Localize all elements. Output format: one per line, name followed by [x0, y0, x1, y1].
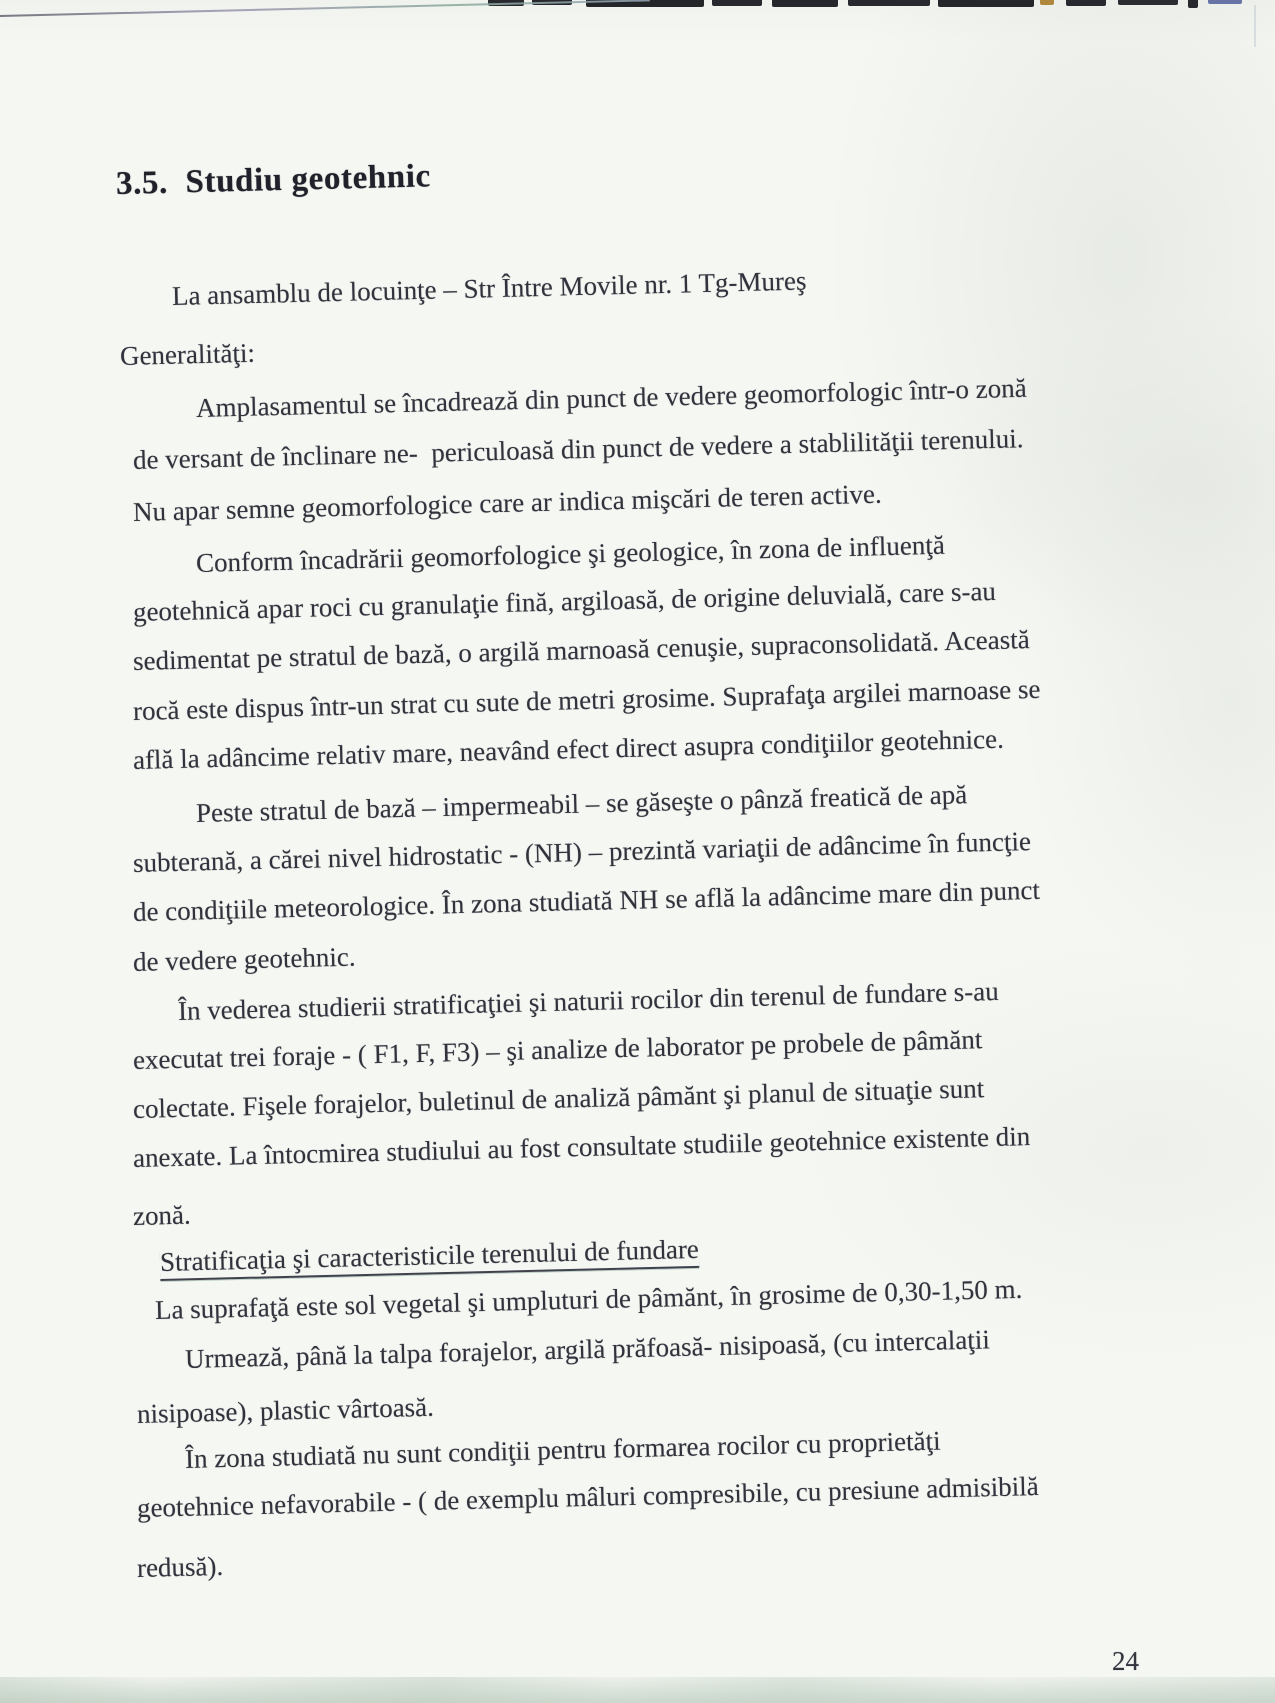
text-line: Peste stratul de bază – impermeabil – se găseşte o pânză freatică de apă: [195, 779, 968, 828]
text-line: Urmează, până la talpa forajelor, argilă prăfoasă- nisipoasă, (cu intercalaţii: [184, 1324, 991, 1374]
section-heading: 3.5. Studiu geotehnic: [115, 158, 432, 202]
subsection-heading: Stratificaţia şi caracteristicile terenului de fundare: [160, 1233, 700, 1279]
text-line: geotehnice nefavorabile - ( de exemplu mâluri compresibile, cu presiune admisibilă: [136, 1470, 1040, 1523]
scan-artifact-bottom-shadow: [0, 1677, 1275, 1703]
text-line: Conform încadrării geomorfologice şi geologice, în zona de influenţă: [195, 529, 946, 578]
scan-artifact-right-edge-line: [1254, 5, 1256, 47]
text-line: În vederea studierii stratificaţiei şi naturii rocilor din terenul de fundare s-au: [177, 975, 1000, 1026]
text-line: În zona studiată nu sunt condiţii pentru formarea rocilor cu proprietăţi: [184, 1425, 941, 1474]
text-line: geotehnică apar roci cu granulaţie fină, argiloasă, de origine deluvială, care s-au: [132, 575, 997, 627]
page-number: 24: [1112, 1646, 1139, 1676]
text-line: redusă).: [136, 1550, 224, 1583]
text-line: anexate. La întocmirea studiului au fost consultate studiile geotehnice existente din: [132, 1121, 1031, 1173]
text-line: zonă.: [132, 1199, 192, 1231]
text-line: subterană, a cărei nivel hidrostatic - (NH) – prezintă variaţii de adâncime în funcţie: [132, 826, 1032, 878]
text-line: colectate. Fişele forajelor, buletinul de analiză pâmănt şi planul de situaţie sunt: [132, 1073, 985, 1124]
text-line: Generalităţi:: [119, 337, 256, 371]
text-line: rocă este dispus într-un strat cu sute de metri grosime. Suprafaţa argilei marnoase se: [132, 673, 1041, 726]
text-line: de vedere geotehnic.: [132, 941, 356, 977]
text-line: Nu apar semne geomorfologice care ar indica mişcări de teren active.: [132, 478, 883, 527]
text-line: sedimentat pe stratul de bază, o argilă marnoasă cenuşie, supraconsolidată. Această: [132, 624, 1030, 676]
text-line: executat trei foraje - ( F1, F, F3) – şi analize de laborator pe probele de pâmănt: [132, 1024, 983, 1075]
text-line: de versant de înclinare ne- periculoasă din punct de vedere a stablilităţii terenului.: [132, 423, 1024, 475]
text-line: La ansamblu de locuinţe – Str Între Movile nr. 1 Tg-Mureş: [171, 265, 807, 311]
text-line: află la adâncime relativ mare, neavând efect direct asupra condiţiilor geotehnice.: [132, 723, 1005, 775]
text-line: de condiţiile meteorologice. În zona studiată NH se află la adâncime mare din punct: [132, 874, 1041, 927]
text-line: La suprafaţă este sol vegetal şi umpluturi de pâmănt, în grosime de 0,30-1,50 m.: [154, 1273, 1023, 1325]
text-line: Amplasamentul se încadrează din punct de vedere geomorfologic într-o zonă: [195, 372, 1027, 423]
text-line: nisipoase), plastic vârtoasă.: [136, 1391, 435, 1429]
